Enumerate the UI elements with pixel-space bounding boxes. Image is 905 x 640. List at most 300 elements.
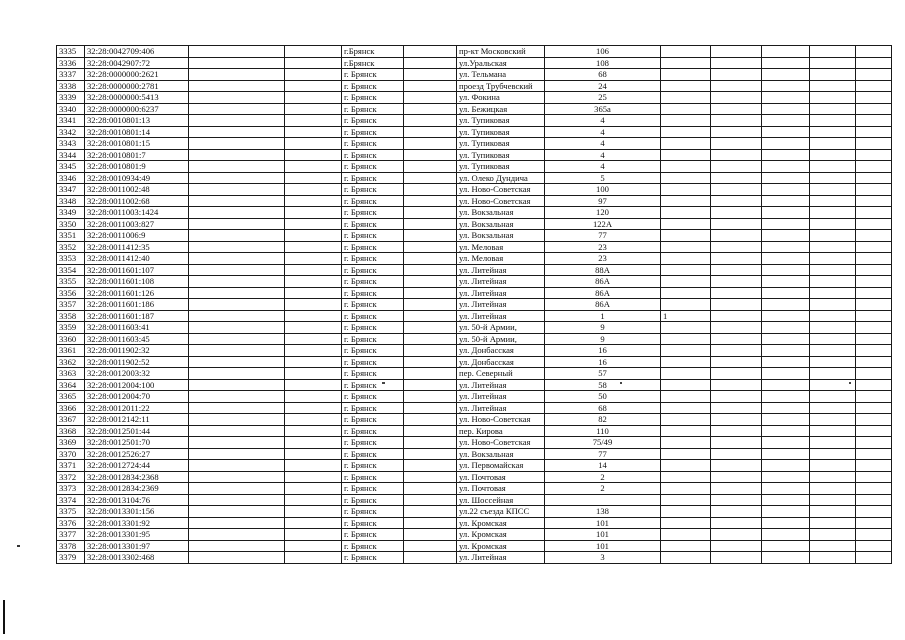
house-number: 9 [545, 333, 661, 345]
cadastral-number: 32:28:0010801:15 [85, 138, 189, 150]
empty-cell [285, 149, 342, 161]
row-number: 3378 [57, 540, 85, 552]
cadastral-number: 32:28:0011412:40 [85, 253, 189, 265]
table-row [57, 207, 892, 219]
house-number: 23 [545, 253, 661, 265]
city-cell: г. Брянск [342, 494, 404, 506]
empty-cell [189, 80, 285, 92]
empty-cell [856, 218, 892, 230]
city-cell: г. Брянск [342, 138, 404, 150]
city-cell: г. Брянск [342, 540, 404, 552]
empty-cell [285, 310, 342, 322]
empty-cell [404, 276, 457, 288]
cadastral-number: 32:28:0011601:186 [85, 299, 189, 311]
empty-cell [189, 69, 285, 81]
empty-cell [189, 414, 285, 426]
cadastral-number: 32:28:0000000:6237 [85, 103, 189, 115]
street-cell: ул. Вокзальная [457, 230, 545, 242]
street-cell: пер. Кирова [457, 425, 545, 437]
empty-cell [762, 46, 810, 58]
empty-cell [404, 345, 457, 357]
empty-cell [404, 299, 457, 311]
empty-cell [404, 287, 457, 299]
empty-cell [189, 356, 285, 368]
table-row [57, 540, 892, 552]
house-number: 4 [545, 149, 661, 161]
empty-cell [856, 138, 892, 150]
empty-cell [711, 506, 762, 518]
extra-cell [661, 195, 711, 207]
street-cell: ул. Кромская [457, 529, 545, 541]
extra-cell [661, 506, 711, 518]
empty-cell [810, 264, 856, 276]
scan-speck [17, 545, 20, 547]
empty-cell [762, 172, 810, 184]
extra-cell [661, 149, 711, 161]
house-number: 23 [545, 241, 661, 253]
empty-cell [404, 391, 457, 403]
empty-cell [762, 402, 810, 414]
extra-cell [661, 218, 711, 230]
register-sheet [56, 45, 892, 564]
empty-cell [762, 92, 810, 104]
street-cell: ул. Почтовая [457, 471, 545, 483]
empty-cell [404, 264, 457, 276]
table-row [57, 506, 892, 518]
table-row [57, 264, 892, 276]
empty-cell [810, 517, 856, 529]
house-number: 77 [545, 230, 661, 242]
house-number: 75/49 [545, 437, 661, 449]
empty-cell [711, 391, 762, 403]
row-number: 3379 [57, 552, 85, 564]
empty-cell [711, 138, 762, 150]
street-cell: ул. Тупиковая [457, 138, 545, 150]
city-cell: г. Брянск [342, 322, 404, 334]
row-number: 3375 [57, 506, 85, 518]
empty-cell [285, 402, 342, 414]
street-cell: ул. Кромская [457, 517, 545, 529]
empty-cell [856, 552, 892, 564]
cadastral-number: 32:28:0012003:32 [85, 368, 189, 380]
cadastral-number: 32:28:0011003:827 [85, 218, 189, 230]
extra-cell [661, 552, 711, 564]
extra-cell [661, 299, 711, 311]
extra-cell [661, 207, 711, 219]
cadastral-number: 32:28:0011002:68 [85, 195, 189, 207]
empty-cell [810, 471, 856, 483]
empty-cell [762, 425, 810, 437]
empty-cell [711, 218, 762, 230]
street-cell: ул. 50-й Армии, [457, 333, 545, 345]
table-row [57, 310, 892, 322]
empty-cell [711, 172, 762, 184]
empty-cell [285, 552, 342, 564]
house-number: 138 [545, 506, 661, 518]
city-cell: г. Брянск [342, 437, 404, 449]
empty-cell [404, 80, 457, 92]
empty-cell [285, 69, 342, 81]
cadastral-number: 32:28:0013301:156 [85, 506, 189, 518]
street-cell: ул. Тупиковая [457, 115, 545, 127]
empty-cell [404, 529, 457, 541]
empty-cell [810, 402, 856, 414]
empty-cell [856, 172, 892, 184]
row-number: 3358 [57, 310, 85, 322]
empty-cell [856, 437, 892, 449]
empty-cell [711, 448, 762, 460]
table-row [57, 57, 892, 69]
row-number: 3361 [57, 345, 85, 357]
house-number: 110 [545, 425, 661, 437]
empty-cell [711, 437, 762, 449]
table-row [57, 437, 892, 449]
cadastral-number: 32:28:0011003:1424 [85, 207, 189, 219]
city-cell: г.Брянск [342, 46, 404, 58]
empty-cell [856, 322, 892, 334]
cadastral-number: 32:28:0013301:92 [85, 517, 189, 529]
table-row [57, 149, 892, 161]
street-cell: ул.Уральская [457, 57, 545, 69]
empty-cell [285, 333, 342, 345]
empty-cell [810, 149, 856, 161]
row-number: 3371 [57, 460, 85, 472]
empty-cell [189, 471, 285, 483]
scan-margin-mark [3, 600, 5, 634]
empty-cell [711, 483, 762, 495]
extra-cell [661, 460, 711, 472]
extra-cell [661, 448, 711, 460]
empty-cell [285, 103, 342, 115]
cadastral-number: 32:28:0012004:100 [85, 379, 189, 391]
empty-cell [404, 448, 457, 460]
row-number: 3372 [57, 471, 85, 483]
cadastral-number: 32:28:0011006:9 [85, 230, 189, 242]
empty-cell [189, 379, 285, 391]
cadastral-number: 32:28:0011902:32 [85, 345, 189, 357]
empty-cell [189, 103, 285, 115]
house-number: 4 [545, 138, 661, 150]
table-row [57, 379, 892, 391]
empty-cell [189, 264, 285, 276]
empty-cell [762, 322, 810, 334]
empty-cell [856, 460, 892, 472]
empty-cell [711, 276, 762, 288]
empty-cell [810, 80, 856, 92]
house-number: 24 [545, 80, 661, 92]
street-cell: ул. Меловая [457, 241, 545, 253]
empty-cell [856, 80, 892, 92]
house-number: 58 [545, 379, 661, 391]
row-number: 3349 [57, 207, 85, 219]
house-number: 50 [545, 391, 661, 403]
empty-cell [711, 80, 762, 92]
city-cell: г. Брянск [342, 149, 404, 161]
empty-cell [285, 448, 342, 460]
extra-cell [661, 264, 711, 276]
empty-cell [285, 437, 342, 449]
empty-cell [856, 345, 892, 357]
extra-cell [661, 138, 711, 150]
empty-cell [711, 241, 762, 253]
extra-cell [661, 46, 711, 58]
empty-cell [856, 425, 892, 437]
house-number: 77 [545, 448, 661, 460]
city-cell: г.Брянск [342, 57, 404, 69]
empty-cell [189, 230, 285, 242]
empty-cell [189, 92, 285, 104]
empty-cell [189, 207, 285, 219]
house-number: 101 [545, 540, 661, 552]
scan-speck [620, 382, 622, 384]
cadastral-number: 32:28:0042709:406 [85, 46, 189, 58]
empty-cell [404, 437, 457, 449]
empty-cell [285, 529, 342, 541]
empty-cell [856, 103, 892, 115]
city-cell: г. Брянск [342, 345, 404, 357]
empty-cell [404, 195, 457, 207]
row-number: 3357 [57, 299, 85, 311]
table-row [57, 138, 892, 150]
empty-cell [762, 517, 810, 529]
table-row [57, 517, 892, 529]
table-row [57, 276, 892, 288]
table-row [57, 161, 892, 173]
empty-cell [189, 552, 285, 564]
empty-cell [810, 448, 856, 460]
street-cell: ул. Литейная [457, 402, 545, 414]
row-number: 3345 [57, 161, 85, 173]
table-row [57, 483, 892, 495]
table-row [57, 195, 892, 207]
row-number: 3377 [57, 529, 85, 541]
empty-cell [189, 195, 285, 207]
cadastral-number: 32:28:0011603:45 [85, 333, 189, 345]
empty-cell [711, 460, 762, 472]
street-cell: ул. Тельмана [457, 69, 545, 81]
empty-cell [285, 368, 342, 380]
empty-cell [189, 46, 285, 58]
city-cell: г. Брянск [342, 368, 404, 380]
city-cell: г. Брянск [342, 207, 404, 219]
empty-cell [856, 195, 892, 207]
house-number: 86А [545, 276, 661, 288]
cadastral-number: 32:28:0000000:5413 [85, 92, 189, 104]
scan-speck [382, 382, 385, 384]
empty-cell [856, 92, 892, 104]
empty-cell [762, 138, 810, 150]
city-cell: г. Брянск [342, 126, 404, 138]
street-cell: проезд Трубчевский [457, 80, 545, 92]
empty-cell [285, 460, 342, 472]
empty-cell [189, 138, 285, 150]
empty-cell [404, 402, 457, 414]
table-row [57, 391, 892, 403]
house-number: 5 [545, 172, 661, 184]
empty-cell [711, 471, 762, 483]
city-cell: г. Брянск [342, 184, 404, 196]
row-number: 3352 [57, 241, 85, 253]
house-number: 68 [545, 402, 661, 414]
city-cell: г. Брянск [342, 356, 404, 368]
cadastral-number: 32:28:0012526:27 [85, 448, 189, 460]
empty-cell [762, 126, 810, 138]
row-number: 3338 [57, 80, 85, 92]
city-cell: г. Брянск [342, 92, 404, 104]
row-number: 3343 [57, 138, 85, 150]
empty-cell [810, 379, 856, 391]
empty-cell [404, 103, 457, 115]
row-number: 3373 [57, 483, 85, 495]
extra-cell [661, 92, 711, 104]
row-number: 3360 [57, 333, 85, 345]
empty-cell [711, 126, 762, 138]
empty-cell [711, 529, 762, 541]
empty-cell [762, 460, 810, 472]
extra-cell [661, 414, 711, 426]
row-number: 3359 [57, 322, 85, 334]
empty-cell [189, 529, 285, 541]
empty-cell [285, 322, 342, 334]
empty-cell [189, 540, 285, 552]
table-row [57, 69, 892, 81]
empty-cell [762, 230, 810, 242]
extra-cell [661, 57, 711, 69]
empty-cell [711, 425, 762, 437]
empty-cell [762, 345, 810, 357]
row-number: 3336 [57, 57, 85, 69]
empty-cell [810, 391, 856, 403]
empty-cell [711, 184, 762, 196]
empty-cell [404, 322, 457, 334]
empty-cell [856, 299, 892, 311]
row-number: 3367 [57, 414, 85, 426]
extra-cell [661, 253, 711, 265]
empty-cell [810, 253, 856, 265]
empty-cell [404, 494, 457, 506]
empty-cell [810, 322, 856, 334]
empty-cell [810, 69, 856, 81]
empty-cell [856, 356, 892, 368]
empty-cell [856, 414, 892, 426]
empty-cell [404, 161, 457, 173]
empty-cell [711, 149, 762, 161]
house-number: 4 [545, 161, 661, 173]
empty-cell [189, 126, 285, 138]
house-number: 101 [545, 517, 661, 529]
empty-cell [762, 69, 810, 81]
empty-cell [762, 276, 810, 288]
empty-cell [856, 46, 892, 58]
empty-cell [810, 57, 856, 69]
empty-cell [285, 264, 342, 276]
empty-cell [285, 57, 342, 69]
cadastral-number: 32:28:0010801:13 [85, 115, 189, 127]
empty-cell [285, 425, 342, 437]
empty-cell [856, 333, 892, 345]
extra-cell [661, 172, 711, 184]
empty-cell [856, 276, 892, 288]
row-number: 3354 [57, 264, 85, 276]
cadastral-number: 32:28:0011601:107 [85, 264, 189, 276]
house-number: 14 [545, 460, 661, 472]
row-number: 3342 [57, 126, 85, 138]
empty-cell [189, 322, 285, 334]
street-cell: ул. Донбасская [457, 356, 545, 368]
table-row [57, 345, 892, 357]
row-number: 3339 [57, 92, 85, 104]
table-row [57, 241, 892, 253]
extra-cell [661, 425, 711, 437]
cadastral-number: 32:28:0012834:2369 [85, 483, 189, 495]
empty-cell [285, 287, 342, 299]
empty-cell [762, 552, 810, 564]
cadastral-number: 32:28:0011902:52 [85, 356, 189, 368]
empty-cell [810, 345, 856, 357]
empty-cell [762, 115, 810, 127]
empty-cell [404, 92, 457, 104]
house-number: 25 [545, 92, 661, 104]
empty-cell [762, 195, 810, 207]
row-number: 3369 [57, 437, 85, 449]
street-cell: ул. Ново-Советская [457, 184, 545, 196]
city-cell: г. Брянск [342, 253, 404, 265]
empty-cell [404, 57, 457, 69]
street-cell: ул. Меловая [457, 253, 545, 265]
extra-cell [661, 437, 711, 449]
empty-cell [856, 161, 892, 173]
row-number: 3340 [57, 103, 85, 115]
row-number: 3365 [57, 391, 85, 403]
extra-cell [661, 517, 711, 529]
table-row [57, 471, 892, 483]
empty-cell [711, 253, 762, 265]
empty-cell [189, 115, 285, 127]
empty-cell [404, 414, 457, 426]
empty-cell [404, 253, 457, 265]
empty-cell [404, 241, 457, 253]
empty-cell [810, 540, 856, 552]
cadastral-number: 32:28:0011603:41 [85, 322, 189, 334]
city-cell: г. Брянск [342, 425, 404, 437]
empty-cell [189, 402, 285, 414]
empty-cell [810, 184, 856, 196]
table-row [57, 230, 892, 242]
empty-cell [285, 506, 342, 518]
empty-cell [711, 161, 762, 173]
cadastral-number: 32:28:0013301:95 [85, 529, 189, 541]
empty-cell [762, 494, 810, 506]
register-body [57, 46, 892, 564]
empty-cell [285, 195, 342, 207]
empty-cell [810, 460, 856, 472]
city-cell: г. Брянск [342, 471, 404, 483]
empty-cell [404, 46, 457, 58]
table-row [57, 322, 892, 334]
table-row [57, 368, 892, 380]
empty-cell [285, 345, 342, 357]
house-number: 106 [545, 46, 661, 58]
table-row [57, 402, 892, 414]
city-cell: г. Брянск [342, 241, 404, 253]
empty-cell [711, 356, 762, 368]
city-cell: г. Брянск [342, 264, 404, 276]
row-number: 3355 [57, 276, 85, 288]
street-cell: ул. Фокина [457, 92, 545, 104]
empty-cell [189, 437, 285, 449]
empty-cell [189, 460, 285, 472]
house-number: 86А [545, 287, 661, 299]
